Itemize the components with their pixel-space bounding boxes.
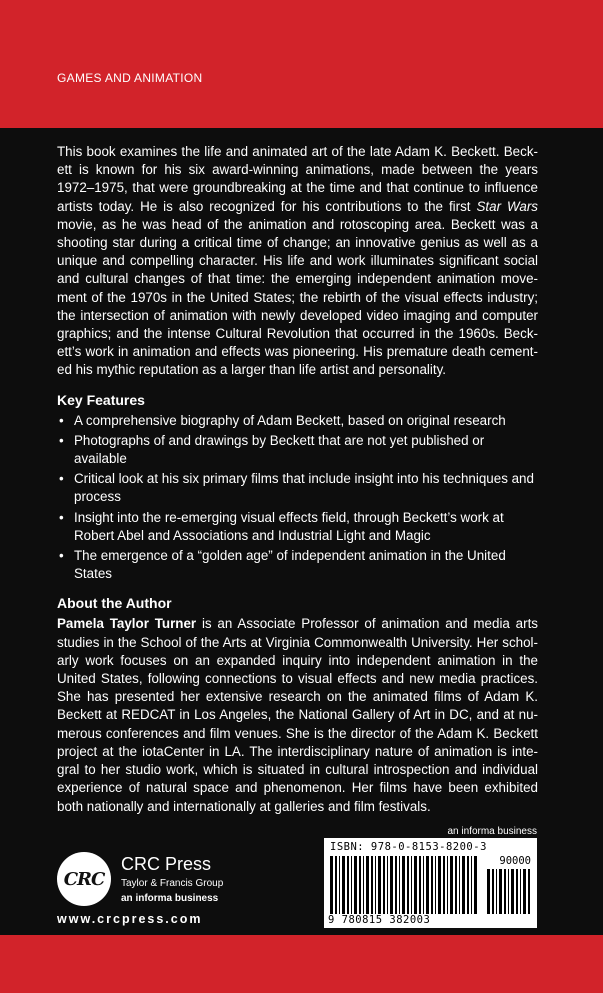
key-feature-item: • Photographs of and drawings by Beckett that are not yet published or available bbox=[57, 432, 538, 468]
about-author-heading: About the Author bbox=[57, 595, 172, 612]
key-feature-item: • Insight into the re-emerging visual effects field, through Beckett’s work at Robert Abel and Associations and Industrial Light and Magic bbox=[57, 509, 538, 545]
key-feature-item: • A comprehensive biography of Adam Beckett, based on original research bbox=[57, 412, 538, 430]
crc-logo-icon bbox=[57, 852, 111, 906]
back-cover-text bbox=[57, 143, 538, 816]
publisher-informa: an informa business bbox=[121, 893, 219, 904]
ean-digits: 9 780815 382003 bbox=[328, 914, 431, 926]
bottom-red-band bbox=[0, 935, 603, 993]
book-description bbox=[57, 143, 538, 380]
isbn-barcode bbox=[324, 838, 537, 928]
description-part-2: movie, as he was head of the animation and rotoscoping area. Beckett was a shooting star during a critical time of change; an innovative genius as well as a unique and compelling character. His life and work illuminates significant social and cultural changes of that time: the emerging independent animation movement of the 1970s in the United States; the rebirth of the visual effects industry; the intersection of animation with newly developed video imaging and computer graphics; and the intense Cultural Revolution that occurred in the 1960s. Beckett’s work in animation and effects was pioneering. His premature death cemented his mythic reputation as a larger than life artist and personality. bbox=[57, 216, 538, 378]
publisher-name: CRC Press bbox=[121, 854, 212, 874]
category-label: GAMES AND ANIMATION bbox=[57, 71, 203, 85]
publisher-url[interactable]: www.crcpress.com bbox=[57, 912, 203, 926]
ean-barcode-bars bbox=[330, 856, 480, 914]
key-feature-item: • Critical look at his six primary films that include insight into his techniques and process bbox=[57, 470, 538, 506]
top-red-band bbox=[0, 0, 603, 128]
crc-logo-text: CRC bbox=[63, 868, 105, 890]
isbn-label: ISBN: 978-0-8153-8200-3 bbox=[330, 841, 487, 853]
description-part-1: This book examines the life and animated art of the late Adam K. Beckett. Beckett is known for his six award-winning animations, made between the years 1972–1975, that were groundbreaking at the time and that continue to influence artists today. He is also recognized for his contributions to the first bbox=[57, 144, 538, 214]
publisher-block bbox=[57, 852, 237, 932]
key-features-heading: Key Features bbox=[57, 391, 145, 408]
description-italic-title: Star Wars bbox=[476, 198, 538, 214]
informa-tagline: an informa business bbox=[447, 826, 537, 837]
author-name: Pamela Taylor Turner bbox=[57, 616, 197, 632]
key-features-list bbox=[57, 412, 538, 584]
key-feature-item: • The emergence of a “golden age” of independent animation in the United States bbox=[57, 547, 538, 583]
publisher-group: Taylor & Francis Group bbox=[121, 878, 224, 889]
price-code: 90000 bbox=[499, 855, 531, 867]
author-bio bbox=[57, 615, 538, 815]
addon-barcode-bars bbox=[487, 869, 531, 914]
author-bio-text: is an Associate Professor of animation and media arts studies in the School of the Arts at Virginia Commonwealth University. Her scholarly work focuses on an expanded inquiry into independent animation in the United States, following connections to visual effects and new media practices. She has presented her extensive research on the animated films of Adam K. Beckett at REDCAT in Los Angeles, the National Gallery of Art in DC, and at numerous conferences and film venues. She is the director of the Adam K. Beckett project at the iotaCenter in LA. The interdisciplinary nature of animation is integral to her studio work, which is situated in cultural introspection and individual experience of natural space and phenomenon. Her films have been exhibited both nationally and internationally at galleries and film festivals. bbox=[57, 616, 539, 814]
